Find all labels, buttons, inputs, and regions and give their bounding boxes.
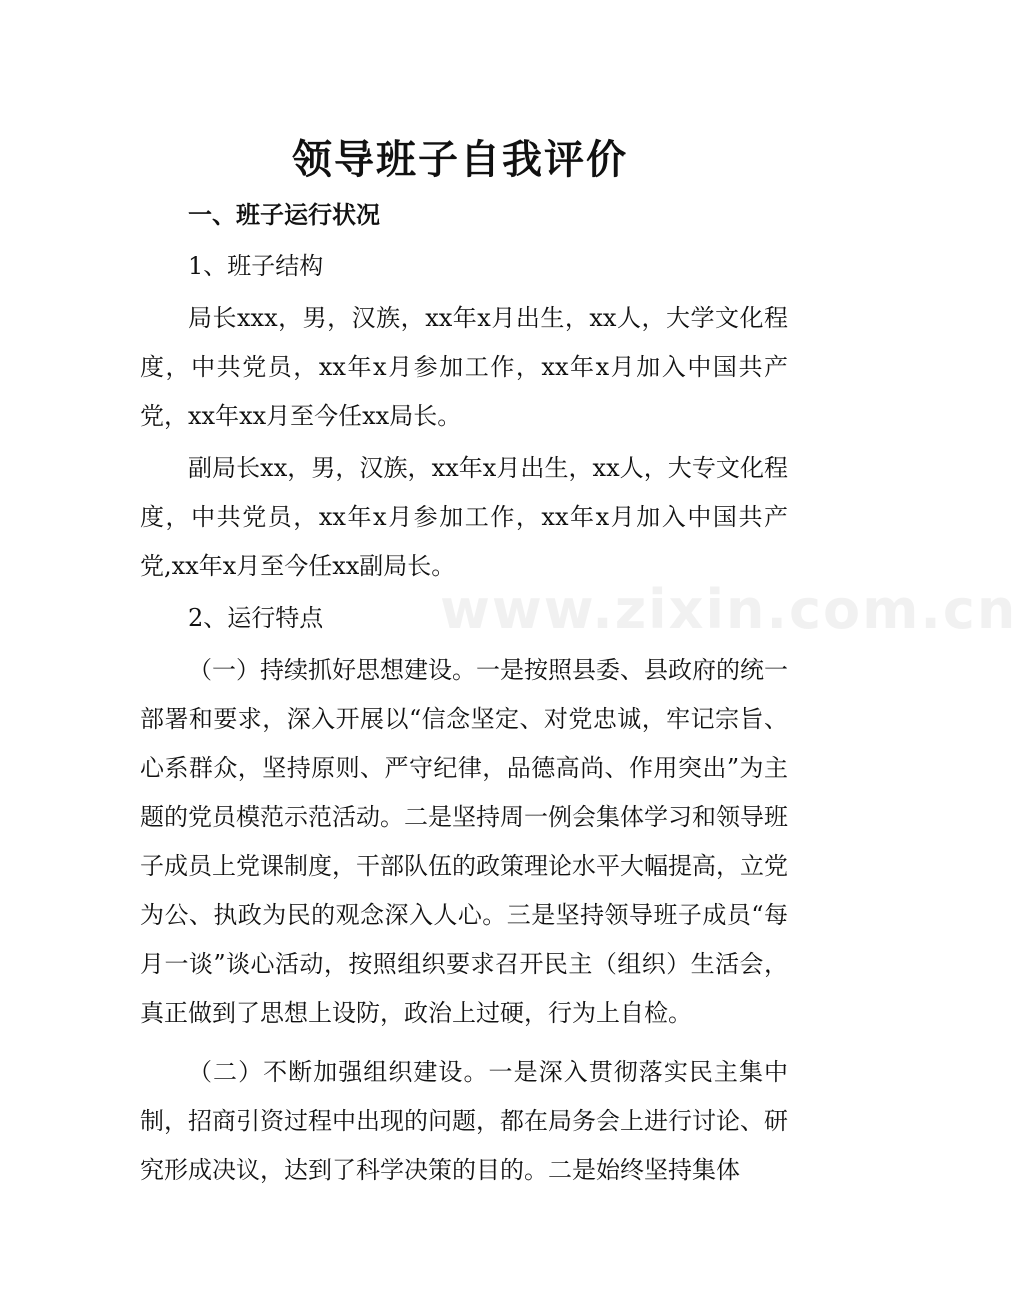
subsection-heading: 2、运行特点 (188, 604, 324, 632)
section-heading: 一、班子运行状况 (188, 200, 380, 229)
watermark-text: www.zixin.com.cn (440, 578, 1017, 641)
paragraph: （一）持续抓好思想建设。一是按照县委、县政府的统一部署和要求，深入开展以“信念坚定、对党忠诚，牢记宗旨、心系群众，坚持原则、严守纪律，品德高尚、作用突出”为主题的党员模范示范活动。二是坚持周一例会集体学习和领导班子成员上党课制度，干部队伍的政策理论水平大幅提高，立党为公、执政为民的观念深入人心。三是坚持领导班子成员“每月一谈”谈心活动，按照组织要求召开民主（组织）生活会，真正做到了思想上设防，政治上过硬，行为上自检。 (140, 656, 788, 1027)
paragraph: （二）不断加强组织建设。一是深入贯彻落实民主集中制，招商引资过程中出现的问题，都在局务会上进行讨论、研究形成决议，达到了科学决策的目的。二是始终坚持集体 (140, 1058, 788, 1184)
document-title: 领导班子自我评价 (292, 136, 628, 183)
document-body (140, 190, 788, 1195)
paragraph: 局长xxx，男，汉族，xx年x月出生，xx人，大学文化程度，中共党员，xx年x月参加工作，xx年x月加入中国共产党，xx年xx月至今任xx局长。 (140, 304, 788, 430)
subsection-heading: 1、班子结构 (188, 252, 324, 280)
paragraph: 副局长xx，男，汉族，xx年x月出生，xx人，大专文化程度，中共党员，xx年x月参加工作，xx年x月加入中国共产党,xx年x月至今任xx副局长。 (140, 454, 788, 580)
